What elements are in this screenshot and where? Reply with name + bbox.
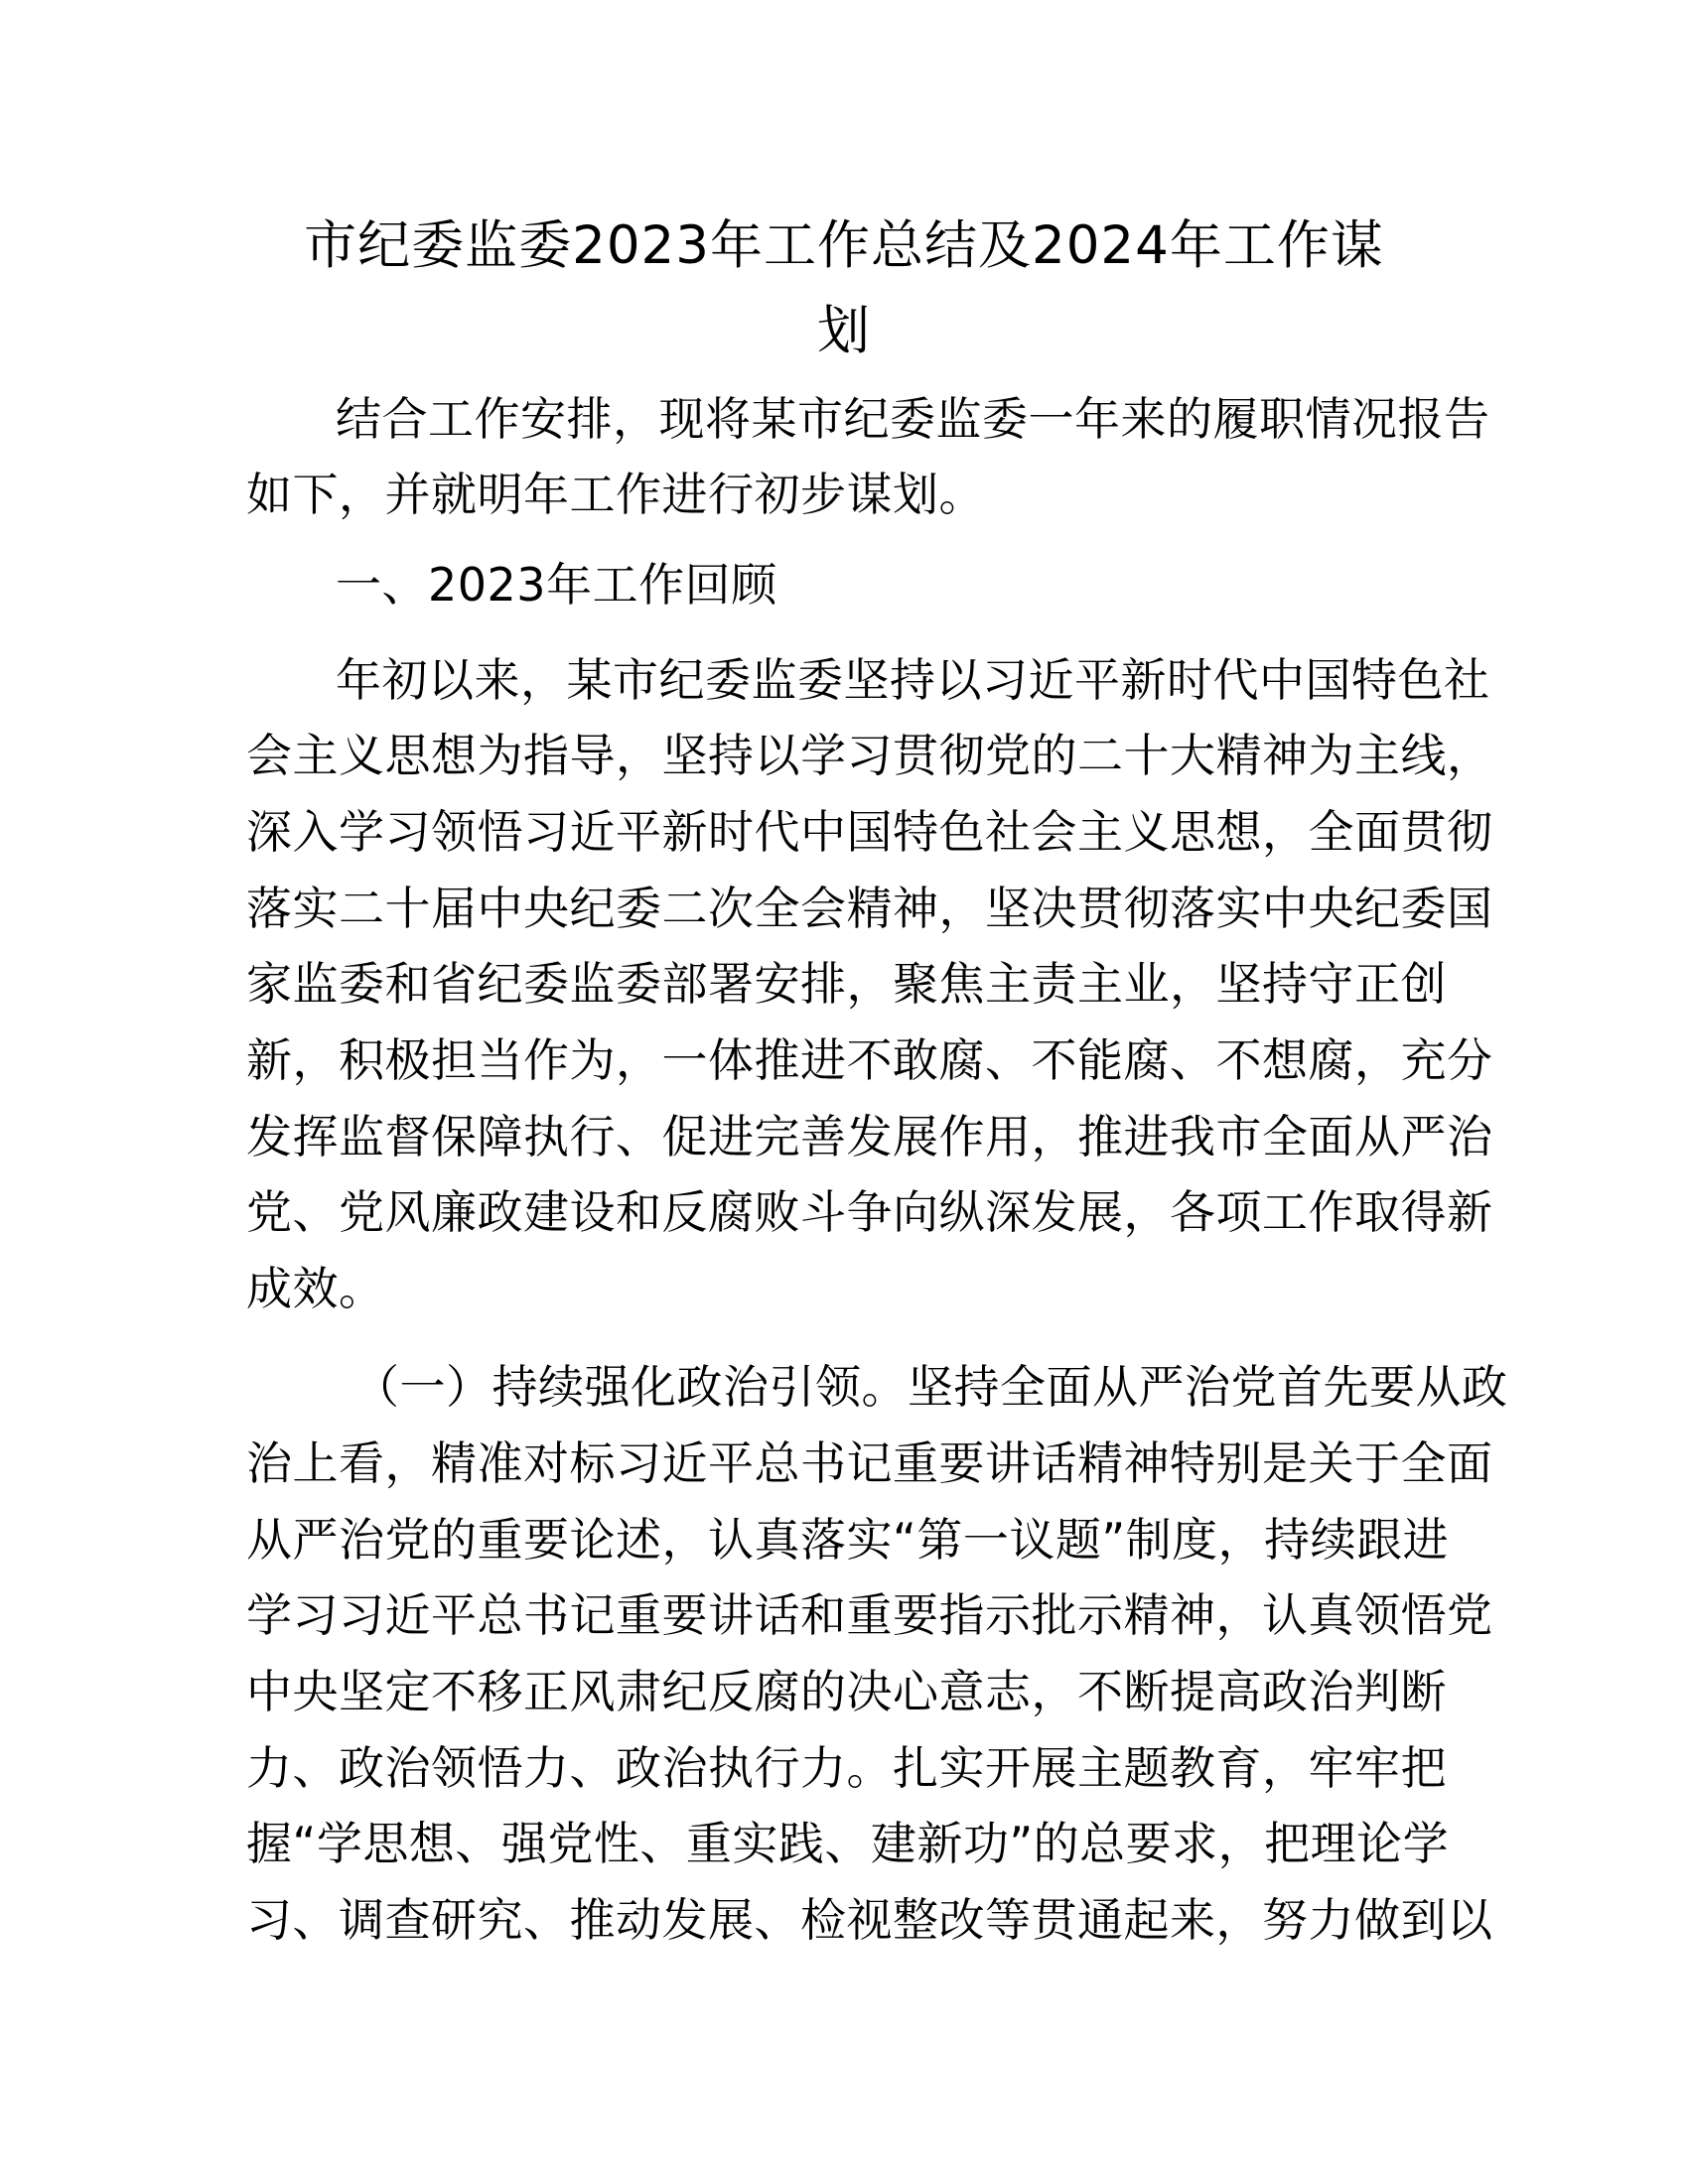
paragraph-line: 家监委和省纪委监委部署安排，聚焦主责主业，坚持守正创 <box>246 957 1447 1011</box>
subsection-paragraph-line: （一）持续强化政治引领。坚持全面从严治党首先要从政 <box>353 1360 1508 1414</box>
section-heading: 一、2023年工作回顾 <box>336 558 777 612</box>
document-title <box>248 204 1440 374</box>
title-line: 市纪委监委2023年工作总结及2024年工作谋 <box>304 215 1384 276</box>
paragraph-line: 新，积极担当作为，一体推进不敢腐、不能腐、不想腐，充分 <box>246 1033 1493 1087</box>
paragraph-line: 年初以来，某市纪委监委坚持以习近平新时代中国特色社 <box>336 653 1490 707</box>
paragraph-line: 党、党风廉政建设和反腐败斗争向纵深发展，各项工作取得新 <box>246 1185 1493 1239</box>
paragraph-line: 会主义思想为指导，坚持以学习贯彻党的二十大精神为主线， <box>246 729 1493 782</box>
paragraph-line: 治上看，精准对标习近平总书记重要讲话精神特别是关于全面 <box>246 1436 1493 1490</box>
paragraph-line: 握“学思想、强党性、重实践、建新功”的总要求，把理论学 <box>246 1817 1450 1870</box>
paragraph-line: 中央坚定不移正风肃纪反腐的决心意志，不断提高政治判断 <box>246 1665 1447 1718</box>
paragraph-line: 发挥监督保障执行、促进完善发展作用，推进我市全面从严治 <box>246 1110 1493 1163</box>
paragraph-line: 深入学习领悟习近平新时代中国特色社会主义思想，全面贯彻 <box>246 805 1493 859</box>
paragraph-line: 落实二十届中央纪委二次全会精神，坚决贯彻落实中央纪委国 <box>246 882 1493 935</box>
paragraph-line: 学习习近平总书记重要讲话和重要指示批示精神，认真领悟党 <box>246 1588 1493 1642</box>
paragraph-line: 成效。 <box>246 1262 385 1315</box>
intro-paragraph-line: 结合工作安排，现将某市纪委监委一年来的履职情况报告 <box>336 392 1490 446</box>
paragraph-line: 从严治党的重要论述，认真落实“第一议题”制度，持续跟进 <box>246 1513 1450 1567</box>
paragraph-line: 力、政治领悟力、政治执行力。扎实开展主题教育，牢牢把 <box>246 1741 1447 1795</box>
intro-paragraph-line: 如下，并就明年工作进行初步谋划。 <box>246 468 985 521</box>
title-line: 划 <box>817 301 871 361</box>
paragraph-line: 习、调查研究、推动发展、检视整改等贯通起来，努力做到以 <box>246 1893 1493 1947</box>
